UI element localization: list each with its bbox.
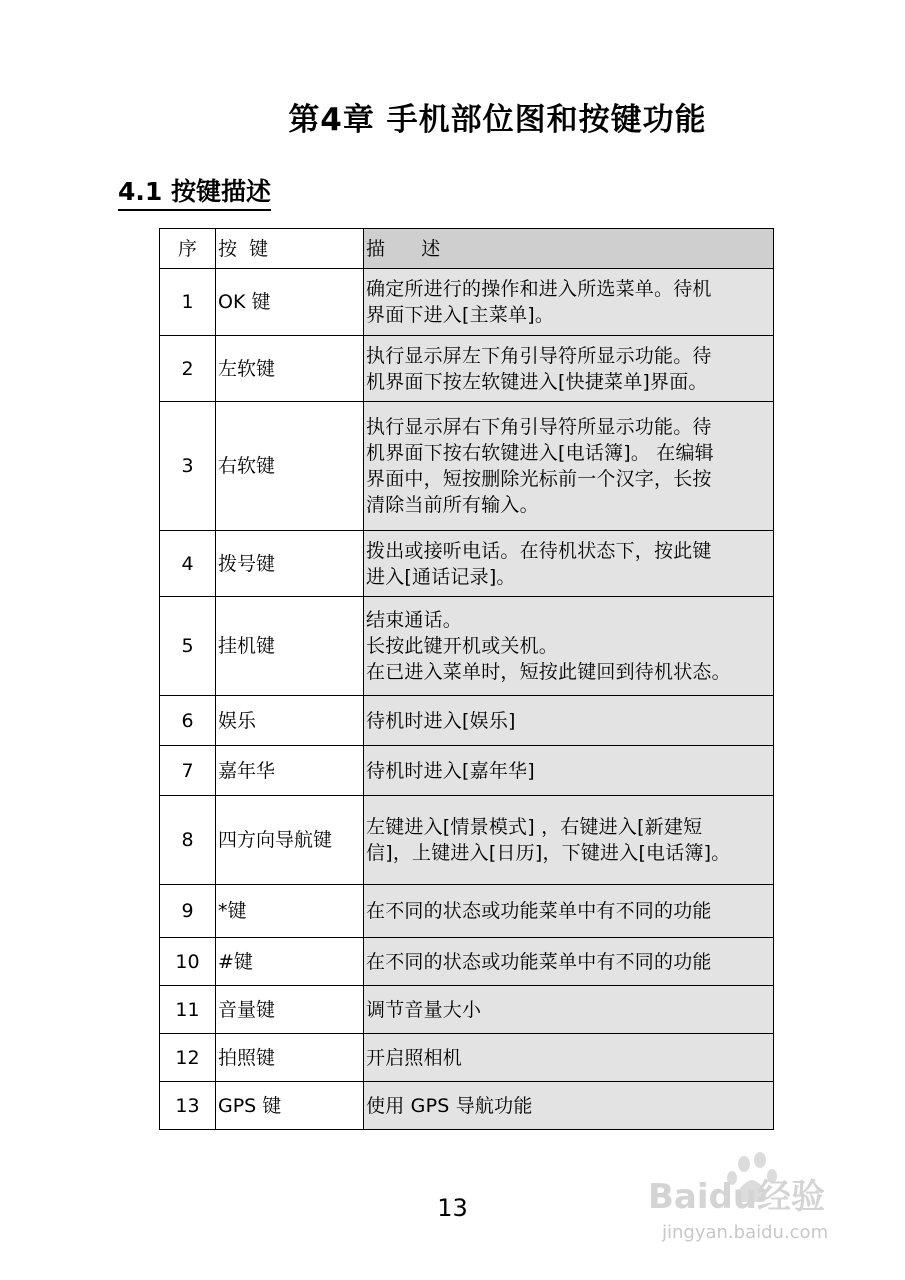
row-description: [364, 796, 774, 885]
page-number: 13: [437, 1194, 468, 1222]
row-description: [364, 402, 774, 531]
header-key: 按 键: [216, 229, 364, 269]
table-header-row: [160, 229, 774, 269]
table-row: [160, 938, 774, 986]
description-line: 调节音量大小: [366, 998, 482, 1021]
description-line: 在不同的状态或功能菜单中有不同的功能: [366, 950, 712, 973]
description-line: 执行显示屏右下角引导符所显示功能。待: [366, 416, 712, 438]
table-row: [160, 1082, 774, 1130]
row-key-name: 左软键: [216, 336, 364, 402]
row-number: 5: [160, 597, 216, 696]
row-number: 7: [160, 746, 216, 796]
row-number: 1: [160, 269, 216, 336]
row-number: 10: [160, 938, 216, 986]
row-key-name: 四方向导航键: [216, 796, 364, 885]
row-number: 3: [160, 402, 216, 531]
row-number: 2: [160, 336, 216, 402]
row-number: 13: [160, 1082, 216, 1130]
row-number: 4: [160, 531, 216, 597]
description-line: 长按此键开机或关机。: [366, 635, 559, 657]
description-line: 在不同的状态或功能菜单中有不同的功能: [366, 900, 712, 922]
row-number: 9: [160, 885, 216, 938]
description-line: 左键进入[情景模式] ，右键进入[新建短: [366, 816, 703, 838]
header-num: 序: [160, 229, 216, 269]
description-line: 信]，上键进入[日历]，下键进入[电话簿]。: [366, 842, 731, 864]
table-row: [160, 531, 774, 597]
row-description: [364, 696, 774, 746]
row-key-name: 音量键: [216, 986, 364, 1034]
table-row: [160, 696, 774, 746]
table-row: [160, 796, 774, 885]
row-description: [364, 531, 774, 597]
key-description-table: [159, 228, 774, 1130]
row-key-name: OK 键: [216, 269, 364, 336]
row-description: [364, 746, 774, 796]
table-row: [160, 336, 774, 402]
row-description: [364, 1034, 774, 1082]
table-row: [160, 269, 774, 336]
row-key-name: 右软键: [216, 402, 364, 531]
chapter-title: 第4章 手机部位图和按键功能: [288, 102, 707, 138]
description-line: 结束通话。: [366, 609, 463, 631]
table-row: [160, 1034, 774, 1082]
description-line: 进入[通话记录]。: [366, 565, 516, 588]
description-line: 界面中，短按删除光标前一个汉字，长按: [366, 468, 712, 490]
baidu-watermark-logo: [640, 1150, 850, 1250]
row-key-name: 挂机键: [216, 597, 364, 696]
description-line: 机界面下按右软键进入[电话簿]。 在编辑: [366, 442, 714, 464]
table-row: [160, 885, 774, 938]
description-line: 使用 GPS 导航功能: [366, 1094, 533, 1117]
table-row: [160, 986, 774, 1034]
row-description: [364, 269, 774, 336]
description-line: 机界面下按左软键进入[快捷菜单]界面。: [366, 370, 708, 393]
row-key-name: 嘉年华: [216, 746, 364, 796]
description-line: 在已进入菜单时，短按此键回到待机状态。: [366, 661, 731, 683]
watermark-brand: Baidu经验: [648, 1177, 826, 1217]
description-line: 清除当前所有输入。: [366, 494, 539, 516]
description-line: 界面下进入[主菜单]。: [366, 304, 555, 326]
description-line: 待机时进入[嘉年华]: [366, 759, 535, 782]
description-line: 执行显示屏左下角引导符所显示功能。待: [366, 344, 712, 367]
row-key-name: #键: [216, 938, 364, 986]
row-number: 12: [160, 1034, 216, 1082]
row-description: [364, 938, 774, 986]
table-row: [160, 597, 774, 696]
watermark-url: jingyan.baidu.com: [662, 1222, 829, 1243]
header-desc: 描 述: [364, 229, 774, 269]
section-title: 4.1 按键描述: [118, 176, 271, 211]
row-number: 11: [160, 986, 216, 1034]
row-description: [364, 1082, 774, 1130]
row-description: [364, 885, 774, 938]
description-line: 开启照相机: [366, 1046, 463, 1069]
row-key-name: 娱乐: [216, 696, 364, 746]
table-row: [160, 746, 774, 796]
row-description: [364, 336, 774, 402]
row-description: [364, 597, 774, 696]
row-number: 8: [160, 796, 216, 885]
table-row: [160, 402, 774, 531]
row-description: [364, 986, 774, 1034]
description-line: 拨出或接听电话。在待机状态下，按此键: [366, 539, 712, 562]
row-number: 6: [160, 696, 216, 746]
row-key-name: *键: [216, 885, 364, 938]
description-line: 待机时进入[娱乐]: [366, 709, 516, 732]
description-line: 确定所进行的操作和进入所选菜单。待机: [366, 278, 712, 300]
row-key-name: GPS 键: [216, 1082, 364, 1130]
row-key-name: 拍照键: [216, 1034, 364, 1082]
row-key-name: 拨号键: [216, 531, 364, 597]
